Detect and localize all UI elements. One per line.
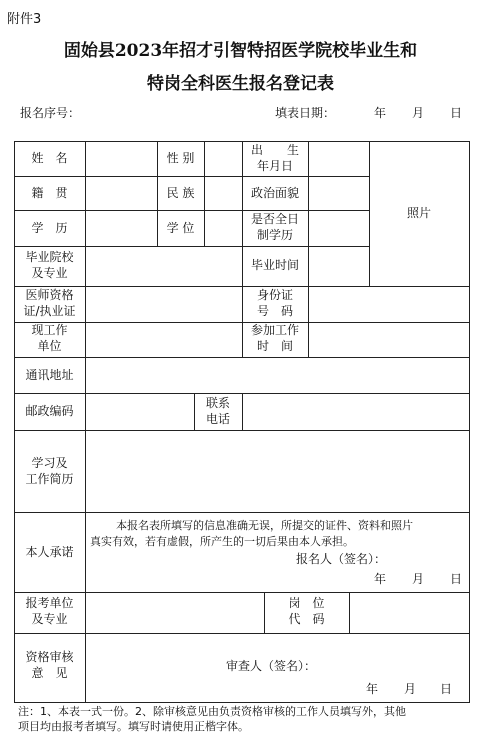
post-code-label-line1: 岗 位 bbox=[288, 596, 325, 610]
political-status-label: 政治面貌 bbox=[250, 186, 299, 200]
school-label-line1: 毕业院校 bbox=[25, 250, 74, 264]
phone-field[interactable] bbox=[243, 394, 469, 430]
political-status-field[interactable] bbox=[309, 177, 368, 210]
promise-month: 月 bbox=[412, 572, 425, 586]
fulltime-label-line1: 是否全日 bbox=[250, 212, 299, 226]
job-unit-label-line2: 单位 bbox=[37, 339, 62, 353]
signer-label: 报名人（签名）： bbox=[296, 552, 387, 566]
license-label-line2: 证/执业证 bbox=[23, 304, 76, 318]
native-place-label: 籍 贯 bbox=[31, 186, 68, 200]
phone-label-line1: 联系 bbox=[205, 396, 230, 410]
signer-signature-field[interactable] bbox=[396, 552, 462, 567]
fill-date-month: 月 bbox=[412, 106, 425, 120]
work-time-label-line2: 时 间 bbox=[256, 339, 293, 353]
birth-label-line1: 出 生 bbox=[250, 143, 299, 157]
postcode-field[interactable] bbox=[86, 394, 193, 430]
education-label: 学 历 bbox=[31, 221, 68, 235]
birth-date-field[interactable] bbox=[309, 142, 368, 176]
review-month: 月 bbox=[404, 682, 417, 696]
page-title-line1: 固始县2023年招才引智特招医学院校毕业生和 bbox=[63, 41, 418, 61]
photo-label: 照片 bbox=[406, 206, 431, 220]
reviewer-signature-field[interactable] bbox=[326, 659, 446, 674]
id-card-label-line2: 号 码 bbox=[256, 304, 293, 318]
degree-field[interactable] bbox=[205, 211, 241, 246]
address-label: 通讯地址 bbox=[25, 368, 74, 382]
resume-label-line1: 学习及 bbox=[31, 456, 68, 470]
id-card-field[interactable] bbox=[309, 287, 469, 322]
phone-label-line2: 电话 bbox=[205, 412, 230, 426]
school-label-line2: 及专业 bbox=[31, 266, 68, 280]
license-label-line1: 医师资格 bbox=[25, 288, 74, 302]
page-title-line2: 特岗全科医生报名登记表 bbox=[147, 74, 334, 94]
review-label-line1: 资格审核 bbox=[25, 650, 74, 664]
note-line1: 注：1、本表一式一份。2、除审核意见由负责资格审核的工作人员填写外，其他 bbox=[18, 705, 406, 718]
ethnicity-field[interactable] bbox=[205, 177, 241, 210]
apply-unit-label-line2: 及专业 bbox=[31, 612, 68, 626]
note-line2: 项目均由报考者填写。填写时请使用正楷字体。 bbox=[18, 720, 249, 733]
fill-date-label: 填表日期： bbox=[275, 106, 336, 120]
job-unit-label-line1: 现工作 bbox=[31, 323, 68, 337]
apply-unit-label-line1: 报考单位 bbox=[25, 596, 74, 610]
degree-label: 学 位 bbox=[166, 221, 195, 235]
reviewer-label: 审查人（签名）： bbox=[226, 659, 317, 673]
review-year: 年 bbox=[366, 682, 379, 696]
post-code-field[interactable] bbox=[350, 593, 469, 633]
job-unit-field[interactable] bbox=[86, 323, 241, 357]
birth-label-line2: 年月日 bbox=[256, 159, 293, 173]
promise-year: 年 bbox=[374, 572, 387, 586]
name-label: 姓 名 bbox=[31, 151, 68, 165]
serial-label: 报名序号： bbox=[20, 106, 81, 120]
postcode-label: 邮政编码 bbox=[25, 404, 74, 418]
address-field[interactable] bbox=[86, 358, 469, 393]
grad-time-field[interactable] bbox=[309, 247, 368, 286]
review-label-line2: 意 见 bbox=[31, 666, 68, 680]
license-field[interactable] bbox=[86, 287, 241, 322]
school-field[interactable] bbox=[86, 247, 241, 286]
work-time-field[interactable] bbox=[309, 323, 469, 357]
promise-text-line2: 真实有效，若有虚假，所产生的一切后果由本人承担。 bbox=[90, 535, 354, 548]
grad-time-label: 毕业时间 bbox=[250, 258, 299, 272]
resume-field[interactable] bbox=[86, 431, 469, 512]
name-field[interactable] bbox=[86, 142, 156, 176]
review-day: 日 bbox=[440, 682, 453, 696]
fulltime-label-line2: 制学历 bbox=[256, 228, 293, 242]
apply-unit-field[interactable] bbox=[86, 593, 264, 633]
annex-label: 附件3 bbox=[7, 12, 42, 27]
photo-box[interactable] bbox=[370, 142, 469, 286]
gender-field[interactable] bbox=[205, 142, 241, 176]
resume-label-line2: 工作简历 bbox=[25, 472, 74, 486]
promise-text-line1: 本报名表所填写的信息准确无误，所提交的证件、资料和照片 bbox=[116, 519, 413, 532]
promise-label: 本人承诺 bbox=[25, 545, 74, 559]
ethnicity-label: 民 族 bbox=[166, 186, 195, 200]
fill-date-day: 日 bbox=[450, 106, 463, 120]
fill-date-year: 年 bbox=[374, 106, 387, 120]
native-place-field[interactable] bbox=[86, 177, 156, 210]
post-code-label-line2: 代 码 bbox=[288, 612, 325, 626]
promise-day: 日 bbox=[450, 572, 463, 586]
fulltime-field[interactable] bbox=[309, 211, 368, 246]
id-card-label-line1: 身份证 bbox=[256, 288, 293, 302]
education-field[interactable] bbox=[86, 211, 156, 246]
work-time-label-line1: 参加工作 bbox=[250, 323, 299, 337]
gender-label: 性 别 bbox=[166, 151, 195, 165]
